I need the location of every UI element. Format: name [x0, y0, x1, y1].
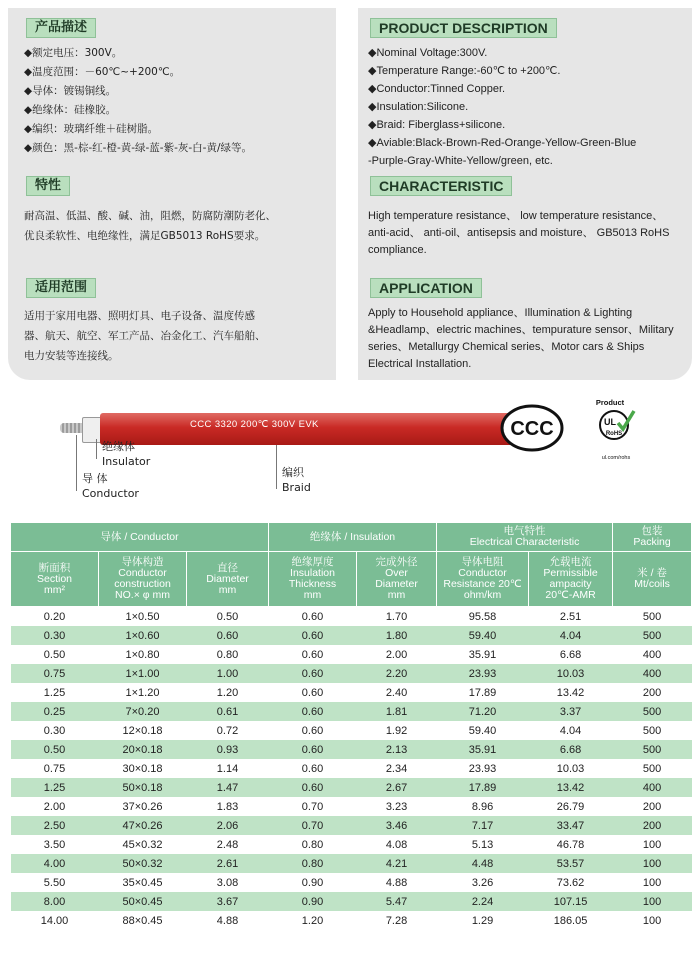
- table-cell: 3.46: [357, 816, 437, 835]
- en-product-description-title: PRODUCT DESCRIPTION: [370, 18, 557, 38]
- rohs-logo-site-text: ul.com/rohs: [601, 455, 631, 461]
- table-cell: 2.20: [357, 664, 437, 683]
- table-cell: 4.04: [529, 626, 613, 645]
- column-header: [437, 552, 529, 607]
- table-cell: 2.51: [529, 607, 613, 627]
- table-cell: 2.06: [187, 816, 269, 835]
- electrical-header-en: Electrical Characteristic: [469, 536, 580, 548]
- table-cell: 0.60: [269, 683, 357, 702]
- table-cell: 47×0.26: [99, 816, 187, 835]
- table-cell: 100: [613, 854, 692, 873]
- table-row: [11, 702, 692, 721]
- table-cell: 1×1.00: [99, 664, 187, 683]
- table-cell: 17.89: [437, 778, 529, 797]
- rohs-logo-rohs-text: RoHS: [605, 431, 623, 437]
- table-cell: 17.89: [437, 683, 529, 702]
- table-cell: 4.88: [357, 873, 437, 892]
- specification-table: [10, 522, 692, 930]
- table-cell: 1.80: [357, 626, 437, 645]
- table-cell: 33.47: [529, 816, 613, 835]
- table-cell: 2.24: [437, 892, 529, 911]
- table-cell: 1.29: [437, 911, 529, 930]
- column-header-line: Thickness: [288, 578, 337, 590]
- table-cell: 0.60: [269, 759, 357, 778]
- table-group-header-row: [11, 523, 692, 552]
- conductor-group-header: 导体 / Conductor: [11, 523, 269, 552]
- packing-group-header: [613, 523, 692, 552]
- table-row: [11, 645, 692, 664]
- table-cell: 50×0.18: [99, 778, 187, 797]
- insulation-group-header: 绝缘体 / Insulation: [269, 523, 437, 552]
- table-cell: 1.20: [187, 683, 269, 702]
- table-cell: 500: [613, 702, 692, 721]
- en-application-text: [368, 305, 674, 373]
- cn-spec-line: ◆编织：玻璃纤维＋硅树脂。: [24, 123, 159, 135]
- table-cell: 100: [613, 873, 692, 892]
- column-header: [269, 552, 357, 607]
- column-header-line: Diameter: [375, 578, 418, 590]
- table-row: [11, 835, 692, 854]
- table-row: [11, 664, 692, 683]
- cn-spec-line: ◆导体：镀锡铜线。: [24, 85, 117, 97]
- table-cell: 59.40: [437, 626, 529, 645]
- table-cell: 1×0.80: [99, 645, 187, 664]
- table-body: [11, 607, 692, 931]
- cn-spec-line: ◆温度范围：－60℃~+200℃。: [24, 66, 181, 78]
- column-header-line: Diameter: [206, 572, 249, 585]
- column-header-line: Resistance 20℃: [443, 578, 522, 590]
- table-row: [11, 816, 692, 835]
- table-cell: 53.57: [529, 854, 613, 873]
- en-application-line: Apply to Household appliance、Illumination & Lighting: [368, 307, 633, 319]
- column-header-line: mm: [387, 589, 406, 601]
- table-cell: 59.40: [437, 721, 529, 740]
- en-characteristic-line: anti-acid、 anti-oil、antisepsis and moisture、 GB5013 RoHS: [368, 227, 670, 239]
- column-header-line: 绝缘厚度: [291, 556, 334, 568]
- cn-application-line: 电力安装等连接线。: [24, 350, 119, 362]
- column-header-line: 断面积: [38, 561, 71, 574]
- table-cell: 100: [613, 892, 692, 911]
- table-cell: 12×0.18: [99, 721, 187, 740]
- table-cell: 2.00: [11, 797, 99, 816]
- table-cell: 400: [613, 664, 692, 683]
- table-cell: 0.80: [269, 835, 357, 854]
- table-row: [11, 683, 692, 702]
- cable-illustration: [60, 395, 510, 515]
- table-cell: 8.00: [11, 892, 99, 911]
- table-cell: 8.96: [437, 797, 529, 816]
- table-cell: 3.67: [187, 892, 269, 911]
- column-header: [613, 552, 692, 607]
- insulator-label-en: Insulator: [102, 455, 151, 468]
- table-cell: 0.70: [269, 797, 357, 816]
- table-cell: 3.50: [11, 835, 99, 854]
- column-header-line: ohm/km: [463, 589, 502, 601]
- insulator-label: [102, 439, 150, 469]
- table-column-header-row: [11, 552, 692, 607]
- en-spec-line: ◆Temperature Range:-60℃ to +200℃.: [368, 65, 561, 77]
- chinese-description-panel: [8, 8, 336, 380]
- cn-spec-line: ◆额定电压：300V。: [24, 47, 123, 59]
- table-cell: 0.80: [187, 645, 269, 664]
- table-row: [11, 797, 692, 816]
- table-cell: 4.21: [357, 854, 437, 873]
- en-characteristic-line: High temperature resistance、 low temperature resistance、: [368, 210, 664, 222]
- cn-application-line: 器、航天、航空、军工产品、冶金化工、汽车船舶、: [24, 330, 266, 342]
- table-cell: 186.05: [529, 911, 613, 930]
- table-row: [11, 721, 692, 740]
- table-cell: 20×0.18: [99, 740, 187, 759]
- table-cell: 26.79: [529, 797, 613, 816]
- en-spec-line: ◆Aviable:Black-Brown-Red-Orange-Yellow-Green-Blue: [368, 137, 637, 149]
- column-header-line: Over: [385, 567, 408, 579]
- column-header-line: 允载电流: [549, 556, 592, 568]
- column-header-line: 直径: [217, 561, 238, 574]
- table-cell: 0.75: [11, 664, 99, 683]
- table-cell: 14.00: [11, 911, 99, 930]
- cn-characteristic-line: 优良柔软性、电绝缘性，满足GB5013 RoHS要求。: [24, 230, 266, 242]
- table-cell: 1.92: [357, 721, 437, 740]
- table-row: [11, 759, 692, 778]
- table-cell: 4.04: [529, 721, 613, 740]
- braid-label: [282, 465, 311, 495]
- table-cell: 13.42: [529, 683, 613, 702]
- table-cell: 200: [613, 797, 692, 816]
- table-cell: 0.72: [187, 721, 269, 740]
- table-cell: 0.20: [11, 607, 99, 627]
- column-header-line: mm: [303, 589, 322, 601]
- table-cell: 0.60: [269, 721, 357, 740]
- table-cell: 0.30: [11, 626, 99, 645]
- table-cell: 3.26: [437, 873, 529, 892]
- cn-characteristic-line: 耐高温、低温、酸、碱、油，阻燃，防腐防潮防老化、: [24, 210, 276, 222]
- ul-rohs-logo: [594, 395, 638, 465]
- table-cell: 45×0.32: [99, 835, 187, 854]
- table-cell: 200: [613, 683, 692, 702]
- column-header-line: Insulation: [290, 567, 335, 579]
- cn-product-description-title: 产品描述: [26, 18, 96, 38]
- table-cell: 4.08: [357, 835, 437, 854]
- table-cell: 23.93: [437, 664, 529, 683]
- table-cell: 0.90: [269, 892, 357, 911]
- table-cell: 2.50: [11, 816, 99, 835]
- table-cell: 88×0.45: [99, 911, 187, 930]
- table-cell: 0.60: [269, 626, 357, 645]
- table-cell: 1.20: [269, 911, 357, 930]
- column-header-line: ampacity: [549, 578, 592, 590]
- table-cell: 1.25: [11, 778, 99, 797]
- conductor-callout-line: [76, 435, 77, 491]
- table-row: [11, 892, 692, 911]
- table-cell: 0.80: [269, 854, 357, 873]
- table-cell: 5.13: [437, 835, 529, 854]
- table-cell: 500: [613, 740, 692, 759]
- en-application-line: Electrical Installation.: [368, 358, 472, 370]
- table-cell: 1×0.50: [99, 607, 187, 627]
- column-header-line: NO.× φ mm: [115, 589, 170, 601]
- table-cell: 3.08: [187, 873, 269, 892]
- table-cell: 1.47: [187, 778, 269, 797]
- packing-header-en: Packing: [633, 536, 671, 548]
- cn-application-text: [24, 306, 266, 366]
- table-cell: 2.61: [187, 854, 269, 873]
- column-header-line: 20℃-AMR: [545, 589, 596, 601]
- table-cell: 200: [613, 816, 692, 835]
- table-row: [11, 626, 692, 645]
- table-cell: 2.00: [357, 645, 437, 664]
- table-cell: 0.60: [269, 607, 357, 627]
- column-header-line: 导体电阻: [461, 556, 504, 568]
- table-cell: 1×1.20: [99, 683, 187, 702]
- table-cell: 4.00: [11, 854, 99, 873]
- table-cell: 0.60: [269, 645, 357, 664]
- table-cell: 71.20: [437, 702, 529, 721]
- column-header-line: Section: [36, 572, 73, 585]
- table-cell: 10.03: [529, 759, 613, 778]
- table-cell: 6.68: [529, 740, 613, 759]
- column-header: [529, 552, 613, 607]
- table-cell: 0.60: [269, 702, 357, 721]
- rohs-logo-ul-text: UL: [604, 417, 616, 427]
- table-cell: 5.50: [11, 873, 99, 892]
- table-cell: 0.30: [11, 721, 99, 740]
- ccc-logo-text: CCC: [510, 418, 554, 440]
- column-header-line: 完成外径: [375, 556, 418, 568]
- table-row: [11, 607, 692, 627]
- cn-characteristic-text: [24, 206, 276, 246]
- column-header-line: mm²: [44, 583, 65, 596]
- table-cell: 1.00: [187, 664, 269, 683]
- cn-spec-line: ◆绝缘体：硅橡胶。: [24, 104, 117, 116]
- column-header-line: mm: [218, 583, 237, 596]
- cn-spec-list: [24, 44, 252, 158]
- table-cell: 0.60: [269, 740, 357, 759]
- electrical-header-cn: 电气特性: [503, 525, 546, 537]
- conductor-label-cn: 导 体: [82, 472, 108, 485]
- en-spec-line: ◆Nominal Voltage:300V.: [368, 47, 488, 59]
- braid-jacket: [100, 413, 530, 445]
- insulator-callout-line: [96, 439, 97, 459]
- table-cell: 1×0.60: [99, 626, 187, 645]
- cn-characteristic-title: 特性: [26, 176, 70, 196]
- en-spec-line: ◆Insulation:Silicone.: [368, 101, 469, 113]
- en-application-line: series、Metallurgy Chemical series、Motor cars & Ships: [368, 341, 645, 353]
- table-cell: 95.58: [437, 607, 529, 627]
- table-cell: 500: [613, 721, 692, 740]
- table-cell: 2.13: [357, 740, 437, 759]
- table-cell: 400: [613, 645, 692, 664]
- table-cell: 500: [613, 607, 692, 627]
- table-cell: 100: [613, 911, 692, 930]
- table-cell: 0.90: [269, 873, 357, 892]
- cn-application-line: 适用于家用电器、照明灯具、电子设备、温度传感: [24, 310, 255, 322]
- column-header-line: Mt/coils: [634, 578, 670, 590]
- table-cell: 2.34: [357, 759, 437, 778]
- table-cell: 0.60: [187, 626, 269, 645]
- column-header-line: 导体构造: [121, 556, 164, 568]
- conductor-label: [82, 471, 139, 501]
- table-cell: 1.25: [11, 683, 99, 702]
- column-header: [357, 552, 437, 607]
- table-cell: 400: [613, 778, 692, 797]
- table-cell: 4.48: [437, 854, 529, 873]
- table-cell: 3.23: [357, 797, 437, 816]
- en-spec-line: ◆Conductor:Tinned Copper.: [368, 83, 506, 95]
- cn-spec-line: ◆颜色：黑-棕-红-橙-黄-绿-蓝-紫-灰-白-黄/绿等。: [24, 142, 252, 154]
- table-row: [11, 778, 692, 797]
- table-cell: 30×0.18: [99, 759, 187, 778]
- electrical-group-header: [437, 523, 613, 552]
- column-header: [11, 552, 99, 607]
- column-header: [99, 552, 187, 607]
- table-cell: 2.48: [187, 835, 269, 854]
- table-cell: 23.93: [437, 759, 529, 778]
- table-cell: 2.40: [357, 683, 437, 702]
- braid-callout-line: [276, 445, 277, 489]
- table-cell: 6.68: [529, 645, 613, 664]
- column-header-line: Conductor: [118, 567, 167, 579]
- table-cell: 100: [613, 835, 692, 854]
- table-cell: 500: [613, 626, 692, 645]
- table-cell: 73.62: [529, 873, 613, 892]
- table-cell: 10.03: [529, 664, 613, 683]
- table-cell: 500: [613, 759, 692, 778]
- cn-application-title: 适用范围: [26, 278, 96, 298]
- en-spec-list: [368, 44, 636, 170]
- braid-label-cn: 编织: [282, 466, 304, 479]
- rohs-logo-product-text: Product: [595, 398, 625, 407]
- column-header-line: 米 / 卷: [637, 567, 667, 579]
- table-cell: 4.88: [187, 911, 269, 930]
- table-cell: 0.70: [269, 816, 357, 835]
- table-cell: 7.28: [357, 911, 437, 930]
- column-header: [187, 552, 269, 607]
- insulator-label-cn: 绝缘体: [102, 440, 135, 453]
- en-characteristic-text: [368, 208, 669, 259]
- table-cell: 1.83: [187, 797, 269, 816]
- table-cell: 46.78: [529, 835, 613, 854]
- table-cell: 35×0.45: [99, 873, 187, 892]
- english-description-panel: [358, 8, 692, 380]
- table-cell: 0.50: [11, 740, 99, 759]
- table-row: [11, 740, 692, 759]
- table-row: [11, 911, 692, 930]
- en-spec-line: -Purple-Gray-White-Yellow/green, etc.: [368, 155, 553, 167]
- column-header-line: construction: [114, 578, 171, 590]
- en-characteristic-title: CHARACTERISTIC: [370, 176, 512, 196]
- table-cell: 0.50: [187, 607, 269, 627]
- table-cell: 2.67: [357, 778, 437, 797]
- table-cell: 1.81: [357, 702, 437, 721]
- table-cell: 7.17: [437, 816, 529, 835]
- table-cell: 5.47: [357, 892, 437, 911]
- en-spec-line: ◆Braid: Fiberglass+silicone.: [368, 119, 506, 131]
- table-row: [11, 854, 692, 873]
- table-cell: 0.60: [269, 778, 357, 797]
- table-cell: 0.60: [269, 664, 357, 683]
- table-cell: 107.15: [529, 892, 613, 911]
- en-application-line: &Headlamp、electric machines、tempurature sensor、Military: [368, 324, 674, 336]
- table-row: [11, 873, 692, 892]
- table-cell: 7×0.20: [99, 702, 187, 721]
- ccc-certification-logo: [500, 404, 564, 452]
- table-cell: 50×0.45: [99, 892, 187, 911]
- table-cell: 0.75: [11, 759, 99, 778]
- table-cell: 3.37: [529, 702, 613, 721]
- table-cell: 0.50: [11, 645, 99, 664]
- column-header-line: Conductor: [458, 567, 507, 579]
- conductor-label-en: Conductor: [82, 487, 139, 500]
- table-cell: 0.93: [187, 740, 269, 759]
- braid-label-en: Braid: [282, 481, 311, 494]
- packing-header-cn: 包装: [641, 525, 663, 537]
- cable-print-marking: CCC 3320 200℃ 300V EVK: [190, 419, 319, 430]
- table-cell: 35.91: [437, 740, 529, 759]
- table-cell: 1.70: [357, 607, 437, 627]
- en-characteristic-line: compliance.: [368, 244, 427, 256]
- table-cell: 0.25: [11, 702, 99, 721]
- en-application-title: APPLICATION: [370, 278, 482, 298]
- table-cell: 13.42: [529, 778, 613, 797]
- column-header-line: Permissible: [543, 567, 598, 579]
- table-cell: 37×0.26: [99, 797, 187, 816]
- table-cell: 0.61: [187, 702, 269, 721]
- table-cell: 35.91: [437, 645, 529, 664]
- table-cell: 50×0.32: [99, 854, 187, 873]
- table-cell: 1.14: [187, 759, 269, 778]
